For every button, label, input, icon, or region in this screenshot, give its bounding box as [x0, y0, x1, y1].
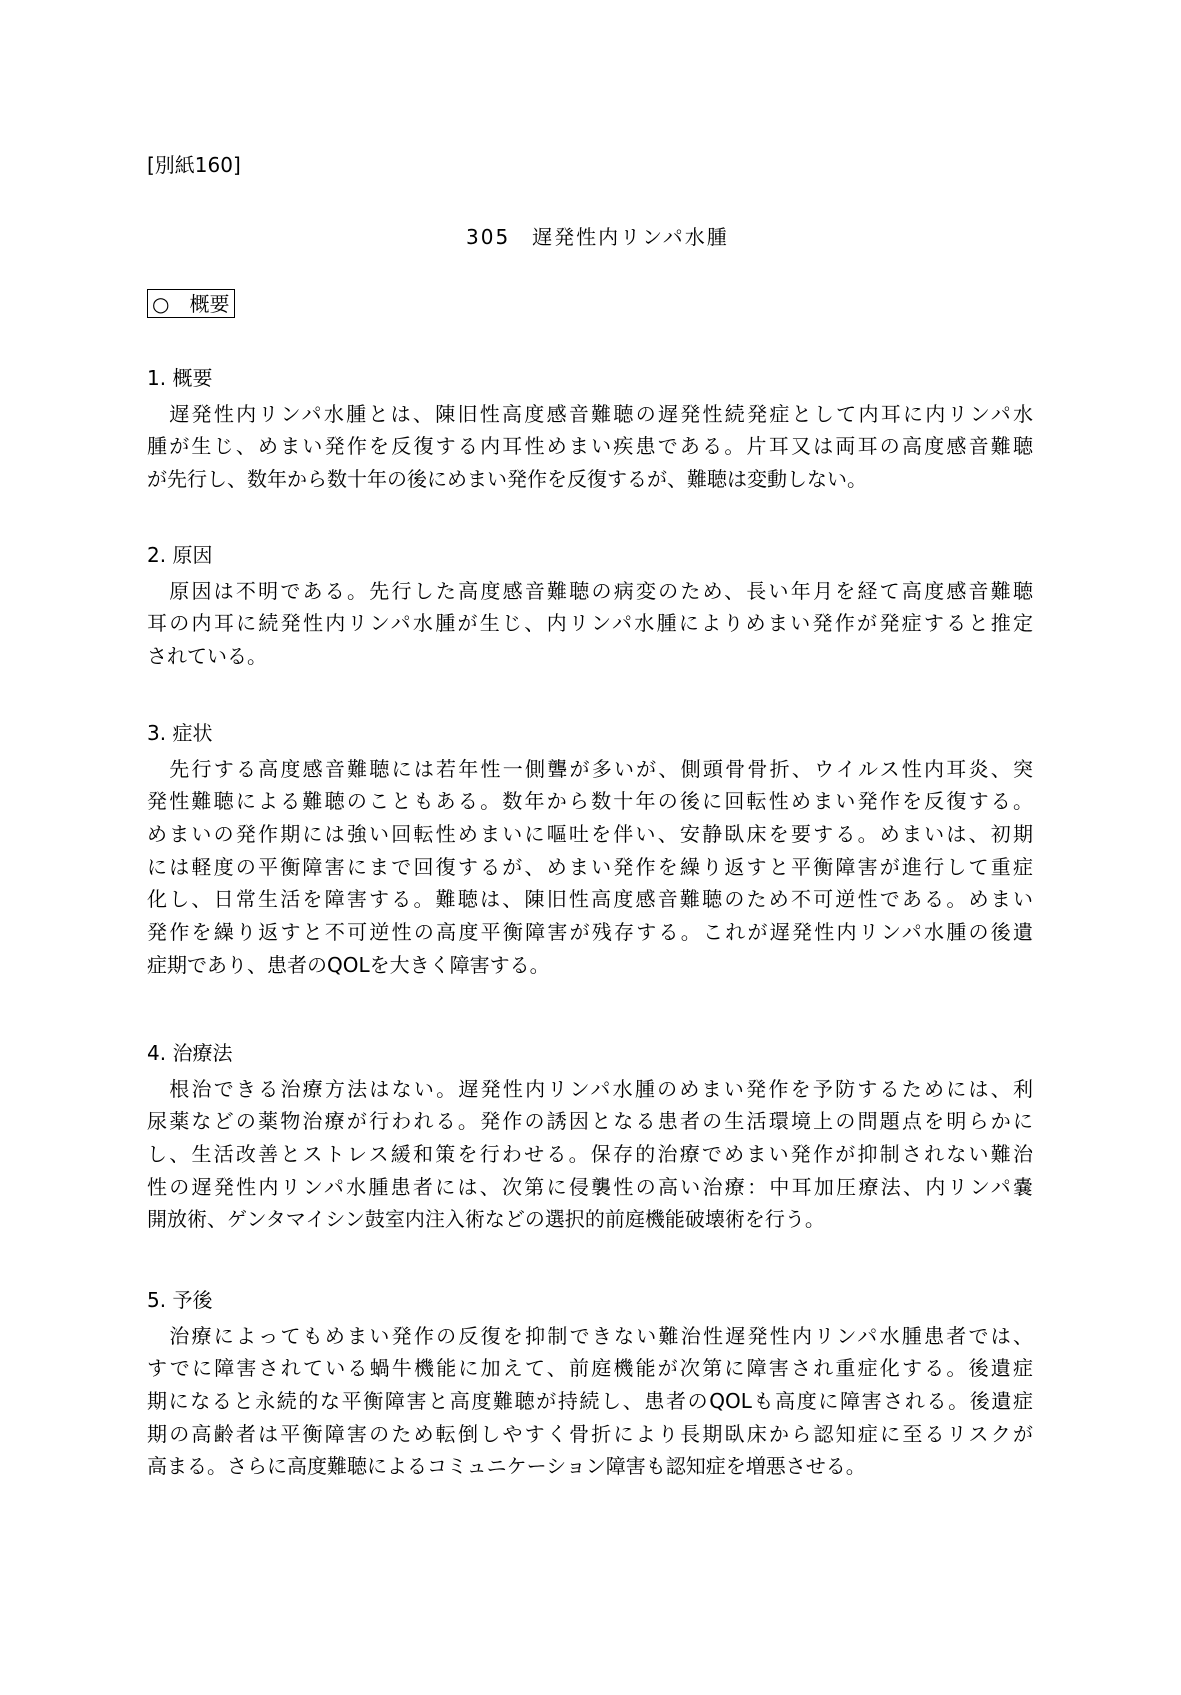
paragraph-line: 性の遅発性内リンパ水腫患者には、次第に侵襲性の高い治療：中耳加圧療法、内リンパ嚢 [147, 1174, 1033, 1199]
paragraph-line: 開放術、ゲンタマイシン鼓室内注入術などの選択的前庭機能破壊術を行う。 [147, 1207, 825, 1232]
paragraph-line: 期の高齢者は平衡障害のため転倒しやすく骨折により長期臥床から認知症に至るリスクが [147, 1421, 1033, 1446]
section-heading: 1. 概要 [147, 366, 213, 390]
section-heading: 2. 原因 [147, 543, 213, 567]
paragraph-line: めまいの発作期には強い回転性めまいに嘔吐を伴い、安静臥床を要する。めまいは、初期 [147, 822, 1033, 847]
section-heading: 3. 症状 [147, 721, 213, 745]
paragraph-line: 尿薬などの薬物治療が行われる。発作の誘因となる患者の生活環境上の問題点を明らかに [147, 1109, 1033, 1134]
section-heading: 5. 予後 [147, 1288, 213, 1312]
section-prognosis [147, 1284, 1033, 1483]
section-cause [147, 539, 1033, 673]
paragraph-line: 原因は不明である。先行した高度感音難聴の病変のため、長い年月を経て高度感音難聴 [147, 578, 1033, 603]
paragraph-line: 発性難聴による難聴のこともある。数年から数十年の後に回転性めまい発作を反復する。 [147, 789, 1033, 814]
paragraph-line: 腫が生じ、めまい発作を反復する内耳性めまい疾患である。片耳又は両耳の高度感音難聴 [147, 434, 1033, 459]
paragraph-line: し、生活改善とストレス緩和策を行わせる。保存的治療でめまい発作が抑制されない難治 [147, 1142, 1033, 1167]
paragraph-line: 化し、日常生活を障害する。難聴は、陳旧性高度感音難聴のため不可逆性である。めまい [147, 887, 1033, 912]
paragraph-line: 症期であり、患者のQOLを大きく障害する。 [147, 952, 550, 977]
paragraph-line: されている。 [147, 644, 267, 669]
paragraph-line: 高まる。さらに高度難聴によるコミュニケーション障害も認知症を増悪させる。 [147, 1454, 866, 1479]
paragraph-line: が先行し、数年から数十年の後にめまい発作を反復するが、難聴は変動しない。 [147, 467, 867, 492]
page-title: 305 遅発性内リンパ水腫 [466, 225, 729, 249]
overview-box-heading: ○ 概要 [147, 289, 235, 318]
section-overview [147, 362, 1033, 496]
paragraph-line: すでに障害されている蝸牛機能に加えて、前庭機能が次第に障害され重症化する。後遺症 [147, 1356, 1033, 1381]
paragraph-line: には軽度の平衡障害にまで回復するが、めまい発作を繰り返すと平衡障害が進行して重症 [147, 854, 1033, 879]
paragraph-line: 発作を繰り返すと不可逆性の高度平衡障害が残存する。これが遅発性内リンパ水腫の後遺 [147, 920, 1033, 945]
paragraph-line: 遅発性内リンパ水腫とは、陳旧性高度感音難聴の遅発性続発症として内耳に内リンパ水 [147, 401, 1033, 426]
paragraph-line: 根治できる治療方法はない。遅発性内リンパ水腫のめまい発作を予防するためには、利 [147, 1076, 1033, 1101]
paragraph-line: 期になると永続的な平衡障害と高度難聴が持続し、患者のQOLも高度に障害される。後遺症 [147, 1389, 1033, 1414]
paragraph-line: 耳の内耳に続発性内リンパ水腫が生じ、内リンパ水腫によりめまい発作が発症すると推定 [147, 611, 1033, 636]
paragraph-line: 先行する高度感音難聴には若年性一側聾が多いが、側頭骨骨折、ウイルス性内耳炎、突 [147, 756, 1033, 781]
annex-label: [別紙160] [147, 153, 241, 177]
section-heading: 4. 治療法 [147, 1041, 233, 1065]
section-treatment [147, 1037, 1033, 1236]
paragraph-line: 治療によってもめまい発作の反復を抑制できない難治性遅発性内リンパ水腫患者では、 [147, 1323, 1033, 1348]
section-symptoms [147, 717, 1033, 982]
